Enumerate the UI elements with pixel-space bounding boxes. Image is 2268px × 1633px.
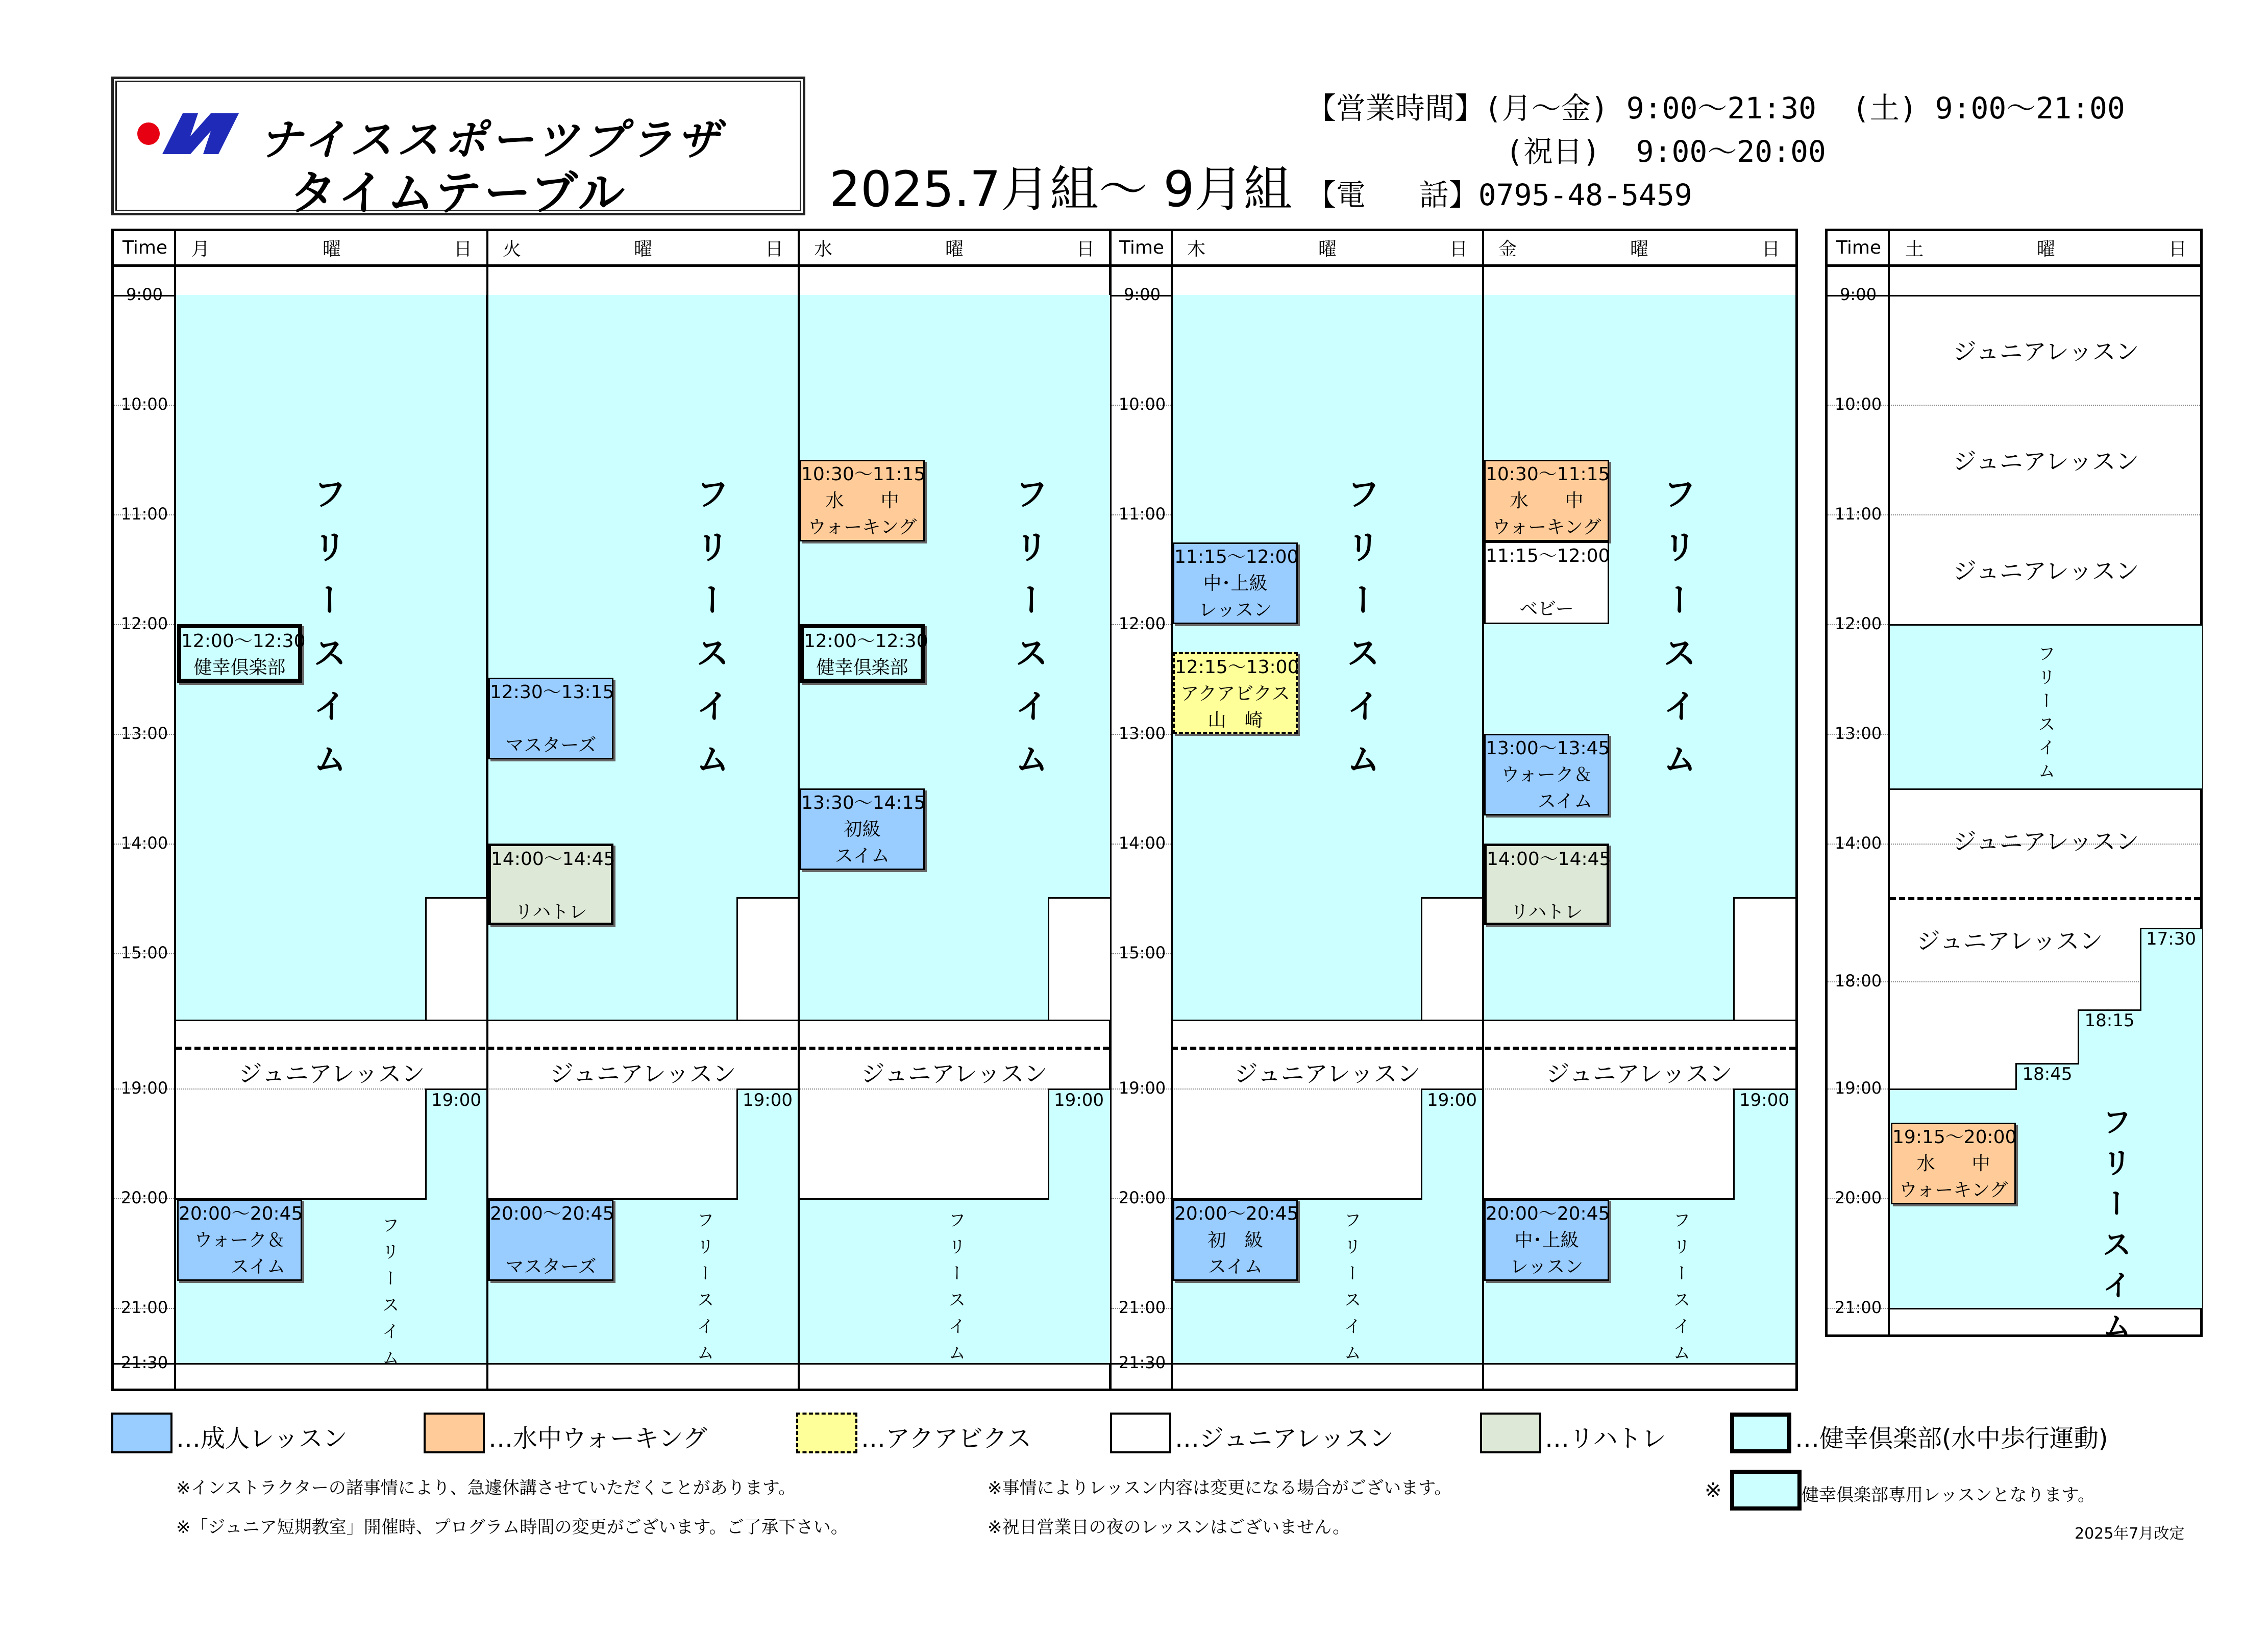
kenko-note: 健幸倶楽部専用レッスンとなります。 bbox=[1802, 1485, 2095, 1505]
time-label: 11:00 bbox=[1118, 504, 1166, 524]
legend-adult: …成人レッスン bbox=[176, 1424, 348, 1453]
legend-swatch-rehab bbox=[1480, 1413, 1541, 1453]
time-tag: 18:15 bbox=[2084, 1010, 2135, 1031]
time-label: 10:00 bbox=[120, 394, 168, 414]
time-label: 9:00 bbox=[1124, 285, 1161, 304]
gap-block bbox=[1048, 897, 1110, 1020]
free-swim-label: フリースイム bbox=[2097, 1106, 2132, 1351]
time-header: Time bbox=[1112, 231, 1172, 267]
junior-lesson-label: ジュニアレッスン bbox=[550, 1060, 736, 1087]
time-label: 20:00 bbox=[120, 1188, 168, 1207]
gap-block bbox=[425, 897, 487, 1020]
kenko-note-swatch bbox=[1730, 1470, 1802, 1511]
border-line bbox=[176, 1020, 487, 1021]
free-swim-label: フリースイム bbox=[1341, 476, 1380, 795]
border-line bbox=[1172, 1020, 1483, 1021]
column-divider bbox=[1888, 231, 1890, 1334]
logo-text: ナイススポーツプラザ bbox=[259, 115, 724, 165]
page-title: 2025.7月組～ 9月組 bbox=[829, 161, 1293, 218]
legend-aquabics: …アクアビクス bbox=[861, 1424, 1032, 1453]
lesson-kenko-club[interactable]: 12:00～12:30 健幸倶楽部 bbox=[800, 624, 925, 683]
day-label: 火 bbox=[503, 239, 522, 260]
lesson-aqua-walking[interactable]: 10:30～11:15 水 中 ウォーキング bbox=[1484, 460, 1609, 541]
free-swim-label-small: フリースイム bbox=[2035, 645, 2055, 785]
time-label: 20:00 bbox=[1834, 1188, 1882, 1207]
junior-lesson-label: ジュニアレッスン bbox=[1953, 557, 2139, 585]
day-label: 水 bbox=[814, 239, 833, 260]
timetable-thu-fri bbox=[1112, 229, 1798, 1391]
evening-free-swim-fri bbox=[1733, 1088, 1795, 1363]
day-header-fri bbox=[1483, 231, 1795, 267]
day-label: 金 bbox=[1498, 239, 1517, 260]
time-tag: 17:30 bbox=[2146, 929, 2196, 949]
free-swim-label: フリースイム bbox=[1009, 476, 1048, 795]
time-label: 12:00 bbox=[1834, 614, 1882, 633]
legend-swatch-aquabics bbox=[796, 1413, 857, 1453]
time-label: 21:30 bbox=[120, 1353, 168, 1372]
brand-logo-icon bbox=[134, 106, 246, 162]
legend-junior: …ジュニアレッスン bbox=[1175, 1424, 1394, 1453]
time-label: 21:30 bbox=[1118, 1353, 1166, 1372]
time-label: 14:00 bbox=[120, 833, 168, 853]
legend-rehab: …リハトレ bbox=[1545, 1424, 1666, 1453]
note-cancel: ※インストラクターの諸事情により、急遽休講させていただくことがあります。 bbox=[176, 1478, 796, 1498]
business-hours: 【営業時間】(月～金) 9:00～21:30 (土) 9:00～21:00 bbox=[1306, 91, 2125, 126]
free-swim-label: フリースイム bbox=[1657, 476, 1696, 795]
grid-line bbox=[1112, 1363, 1795, 1365]
time-label: 14:00 bbox=[1118, 833, 1166, 853]
time-label: 21:00 bbox=[120, 1298, 168, 1317]
border-line bbox=[1890, 1308, 2200, 1309]
lesson-intermediate[interactable]: 20:00～20:45 中･上級 レッスン bbox=[1484, 1199, 1609, 1281]
free-swim-label-small: フリースイム bbox=[379, 1216, 399, 1375]
junior-divider bbox=[176, 1047, 1109, 1050]
junior-divider bbox=[1890, 897, 2200, 900]
evening-free-swim-wed bbox=[1048, 1088, 1110, 1363]
column-divider bbox=[174, 231, 176, 1389]
time-label: 11:00 bbox=[1834, 504, 1882, 524]
day-header-mon bbox=[176, 231, 487, 267]
note-holiday: ※祝日営業日の夜のレッスンはございません。 bbox=[988, 1517, 1350, 1538]
time-label: 14:00 bbox=[1834, 833, 1882, 853]
junior-lesson-label: ジュニアレッスン bbox=[861, 1060, 1048, 1087]
logo-box bbox=[111, 77, 805, 220]
day-label: 日 bbox=[1761, 239, 1780, 260]
legend-kenko: …健幸倶楽部(水中歩行運動) bbox=[1795, 1424, 2108, 1453]
time-label: 13:00 bbox=[120, 724, 168, 743]
time-tag: 19:00 bbox=[431, 1090, 481, 1110]
time-label: 10:00 bbox=[1834, 394, 1882, 414]
junior-lesson-label: ジュニアレッスン bbox=[1916, 927, 2103, 955]
time-label: 21:00 bbox=[1118, 1298, 1166, 1317]
lesson-beginner-swim[interactable]: 20:00～20:45 初 級 スイム bbox=[1173, 1199, 1298, 1281]
time-label: 12:00 bbox=[1118, 614, 1166, 633]
timetable-sat bbox=[1825, 229, 2203, 1351]
lesson-rehab[interactable]: 14:00～14:45 リハトレ bbox=[1484, 844, 1609, 925]
day-label: 月 bbox=[191, 239, 210, 260]
time-tag: 19:00 bbox=[1054, 1090, 1104, 1110]
day-label: 曜 bbox=[633, 239, 652, 260]
free-swim-label-small: フリースイム bbox=[1341, 1211, 1361, 1370]
time-label: 20:00 bbox=[1118, 1188, 1166, 1207]
legend-walking: …水中ウォーキング bbox=[488, 1424, 707, 1453]
junior-lesson-label: ジュニアレッスン bbox=[1234, 1060, 1421, 1087]
time-tag: 19:00 bbox=[1427, 1090, 1477, 1110]
lesson-aquabics[interactable]: 12:15～13:00 アクアビクス 山 崎 bbox=[1173, 652, 1298, 734]
day-header-tue bbox=[487, 231, 799, 267]
border-line bbox=[487, 1020, 799, 1021]
logo-subtitle: タイムテーブル bbox=[289, 166, 627, 220]
gap-block bbox=[736, 897, 799, 1020]
note-junior: ※「ジュニア短期教室」開催時、プログラム時間の変更がございます。ご了承下さい。 bbox=[176, 1517, 848, 1538]
legend-swatch-adult bbox=[111, 1413, 172, 1453]
evening-free-swim-tue bbox=[736, 1088, 799, 1363]
free-swim-label-small: フリースイム bbox=[694, 1211, 714, 1370]
time-label: 19:00 bbox=[120, 1078, 168, 1098]
lesson-kenko-club[interactable]: 12:00～12:30 健幸倶楽部 bbox=[177, 624, 302, 683]
lesson-aqua-walking[interactable]: 19:15～20:00 水 中 ウォーキング bbox=[1891, 1123, 2016, 1204]
holiday-hours: (祝日) 9:00～20:00 bbox=[1506, 134, 1826, 169]
day-label: 木 bbox=[1187, 239, 1206, 260]
evening-free-swim-thu bbox=[1421, 1088, 1483, 1363]
time-label: 21:00 bbox=[1834, 1298, 1882, 1317]
legend-swatch-kenko bbox=[1730, 1413, 1791, 1453]
kenko-note-mark: ※ bbox=[1705, 1479, 1722, 1502]
time-label: 13:00 bbox=[1118, 724, 1166, 743]
lesson-baby[interactable]: 11:15～12:00 ベビー bbox=[1484, 541, 1609, 624]
lesson-walk-swim[interactable]: 20:00～20:45 ウォーク＆ スイム bbox=[177, 1199, 302, 1281]
evening-free-swim-mon bbox=[425, 1088, 487, 1363]
border-line bbox=[799, 1020, 1110, 1021]
evening-free-swim-sat bbox=[2015, 1063, 2079, 1308]
evening-free-swim-sat bbox=[2140, 928, 2202, 1308]
day-label: 日 bbox=[453, 239, 472, 260]
lesson-beginner-swim[interactable]: 13:30～14:15 初級 スイム bbox=[800, 788, 925, 870]
day-header-thu bbox=[1172, 231, 1483, 267]
junior-lesson-label: ジュニアレッスン bbox=[1953, 338, 2139, 365]
lesson-aqua-walking[interactable]: 10:30～11:15 水 中 ウォーキング bbox=[800, 460, 925, 541]
day-label: 曜 bbox=[322, 239, 341, 260]
gap-block bbox=[1733, 897, 1795, 1020]
time-label: 19:00 bbox=[1834, 1078, 1882, 1098]
junior-lesson-label: ジュニアレッスン bbox=[1546, 1060, 1733, 1087]
day-label: 日 bbox=[765, 239, 783, 260]
evening-free-swim-wed bbox=[799, 1198, 1049, 1363]
time-tag: 18:45 bbox=[2022, 1064, 2073, 1084]
day-label: 曜 bbox=[1630, 239, 1648, 260]
lesson-intermediate[interactable]: 11:15～12:00 中･上級 レッスン bbox=[1173, 542, 1298, 624]
free-swim-label-small: フリースイム bbox=[1670, 1211, 1690, 1370]
day-label: 土 bbox=[1905, 239, 1924, 260]
day-label: 日 bbox=[2168, 239, 2187, 260]
lesson-rehab[interactable]: 14:00～14:45 リハトレ bbox=[488, 844, 613, 925]
time-header: Time bbox=[114, 231, 176, 267]
border-line bbox=[1483, 1020, 1795, 1021]
time-label: 11:00 bbox=[120, 504, 168, 524]
junior-lesson-label: ジュニアレッスン bbox=[238, 1060, 425, 1087]
time-label: 18:00 bbox=[1834, 971, 1882, 991]
lesson-walk-swim[interactable]: 13:00～13:45 ウォーク＆ スイム bbox=[1484, 734, 1609, 815]
free-swim-label-small: フリースイム bbox=[945, 1211, 966, 1370]
day-label: 日 bbox=[1449, 239, 1468, 260]
gap-block bbox=[1421, 897, 1483, 1020]
legend-swatch-junior bbox=[1110, 1413, 1171, 1453]
time-label: 15:00 bbox=[120, 943, 168, 962]
day-header-wed bbox=[799, 231, 1110, 267]
time-label: 9:00 bbox=[126, 285, 163, 304]
time-label: 9:00 bbox=[1840, 285, 1877, 304]
free-swim-label: フリースイム bbox=[690, 476, 729, 795]
junior-lesson-label: ジュニアレッスン bbox=[1953, 448, 2139, 475]
legend-swatch-walking bbox=[424, 1413, 485, 1453]
time-label: 19:00 bbox=[1118, 1078, 1166, 1098]
time-header: Time bbox=[1828, 231, 1890, 267]
time-label: 15:00 bbox=[1118, 943, 1166, 962]
day-label: 曜 bbox=[2036, 239, 2055, 260]
time-label: 13:00 bbox=[1834, 724, 1882, 743]
free-swim-label: フリースイム bbox=[307, 476, 347, 795]
day-label: 曜 bbox=[945, 239, 964, 260]
day-label: 曜 bbox=[1318, 239, 1337, 260]
phone-number: 【電 話】0795-48-5459 bbox=[1306, 178, 1692, 212]
time-tag: 19:00 bbox=[743, 1090, 793, 1110]
note-change: ※事情によりレッスン内容は変更になる場合がございます。 bbox=[988, 1478, 1452, 1498]
revision-date: 2025年7月改定 bbox=[2075, 1525, 2185, 1543]
lesson-masters[interactable]: 20:00～20:45 マスターズ bbox=[488, 1199, 613, 1281]
lesson-masters[interactable]: 12:30～13:15 マスターズ bbox=[488, 678, 613, 759]
time-label: 10:00 bbox=[1118, 394, 1166, 414]
timetable-mon-wed bbox=[111, 229, 1112, 1391]
junior-lesson-label: ジュニアレッスン bbox=[1953, 828, 2139, 855]
day-header-sat bbox=[1890, 231, 2202, 267]
time-label: 12:00 bbox=[120, 614, 168, 633]
day-label: 日 bbox=[1076, 239, 1095, 260]
time-tag: 19:00 bbox=[1739, 1090, 1789, 1110]
